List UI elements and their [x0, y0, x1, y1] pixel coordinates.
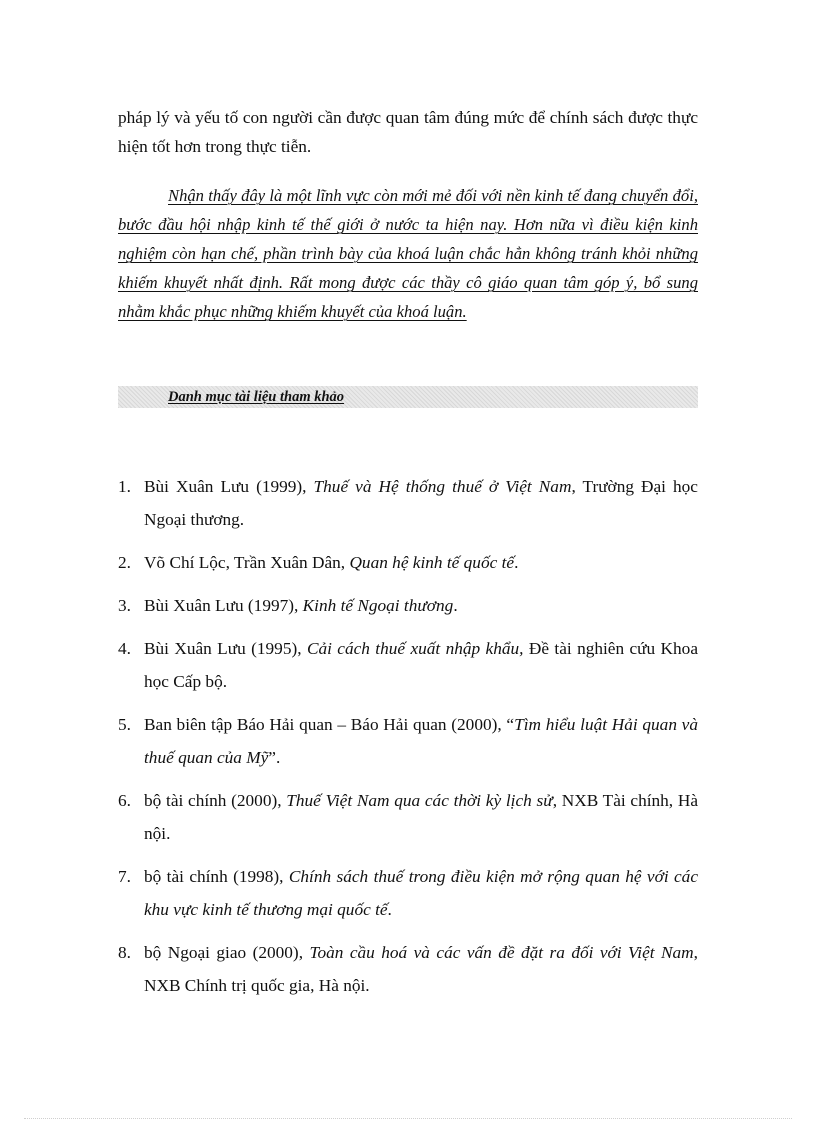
reference-title: Thuế và Hệ thống thuế ở Việt Nam — [313, 477, 572, 496]
reference-number: 1. — [118, 477, 131, 496]
references-heading-bar — [118, 386, 698, 408]
reference-list — [118, 470, 698, 1012]
reference-author: bộ tài chính (1998), — [144, 867, 289, 886]
reference-title: Thuế Việt Nam qua các thời kỳ lịch sử — [286, 791, 553, 810]
reference-item — [118, 936, 698, 1002]
reference-number: 7. — [118, 867, 131, 886]
reference-author: Bùi Xuân Lưu (1995), — [144, 639, 307, 658]
reference-number: 4. — [118, 639, 131, 658]
document-page — [118, 103, 699, 995]
reference-number: 2. — [118, 553, 131, 572]
reference-title: Kinh tế Ngoại thương — [302, 596, 454, 615]
reference-author: Võ Chí Lộc, Trần Xuân Dân, — [144, 553, 350, 572]
closing-paragraph: Nhận thấy đây là một lĩnh vực còn mới mẻ đối với nền kinh tế đang chuyển đổi, bước đầu hội nhập kinh tế thế giới ở nước ta hiện nay. Hơn nữa vì điều kiện kinh nghiệm còn hạn chế, phần trình bày của khoá luận chắc hẳn không tránh khỏi những khiếm khuyết nhất định. Rất mong được các thầy cô giáo quan tâm góp ý, bổ sung nhằm khắc phục những khiếm khuyết của khoá luận. — [118, 186, 698, 321]
reference-item — [118, 546, 698, 579]
reference-publisher: Đề tài nghiên cứu Khoa học Cấp bộ. — [144, 639, 698, 691]
reference-item — [118, 589, 698, 622]
reference-number: 6. — [118, 791, 131, 810]
reference-number: 5. — [118, 715, 131, 734]
reference-author: Ban biên tập Báo Hải quan – Báo Hải quan (2000), “ — [144, 715, 515, 734]
reference-publisher: ”. — [268, 748, 281, 767]
page-bottom-divider — [24, 1118, 792, 1119]
reference-item — [118, 708, 698, 774]
reference-item — [118, 632, 698, 698]
reference-item — [118, 470, 698, 536]
intro-paragraph: pháp lý và yếu tố con người cần được quan tâm đúng mức để chính sách được thực hiện tốt hơn trong thực tiễn. — [118, 108, 698, 156]
reference-number: 3. — [118, 596, 131, 615]
reference-author: Bùi Xuân Lưu (1999), — [144, 477, 314, 496]
reference-publisher: . — [453, 596, 458, 615]
references-heading: Danh mục tài liệu tham khảo — [168, 389, 345, 405]
reference-author: bộ tài chính (2000), — [144, 791, 287, 810]
reference-publisher: , Trường Đại học Ngoại thương. — [144, 477, 698, 529]
reference-title: Quan hệ kinh tế quốc tế — [349, 553, 515, 572]
reference-publisher: . — [514, 553, 519, 572]
reference-publisher: . — [387, 900, 392, 919]
reference-author: bộ Ngoại giao (2000), — [144, 943, 310, 962]
reference-item — [118, 860, 698, 926]
reference-title: Chính sách thuế trong điều kiện mở rộng quan hệ với các khu vực kinh tế thương mại quốc tế — [144, 867, 698, 919]
reference-publisher: , NXB Tài chính, Hà nội. — [144, 791, 699, 843]
reference-author: Bùi Xuân Lưu (1997), — [144, 596, 303, 615]
reference-title: Toàn cầu hoá và các vấn đề đặt ra đối với Việt Nam — [309, 943, 694, 962]
reference-item — [118, 784, 698, 850]
reference-number: 8. — [118, 943, 131, 962]
reference-title: Tìm hiểu luật Hải quan và thuế quan của Mỹ — [144, 715, 698, 767]
reference-title: Cải cách thuế xuất nhập khẩu, — [306, 639, 524, 658]
reference-publisher: , NXB Chính trị quốc gia, Hà nội. — [144, 943, 698, 995]
